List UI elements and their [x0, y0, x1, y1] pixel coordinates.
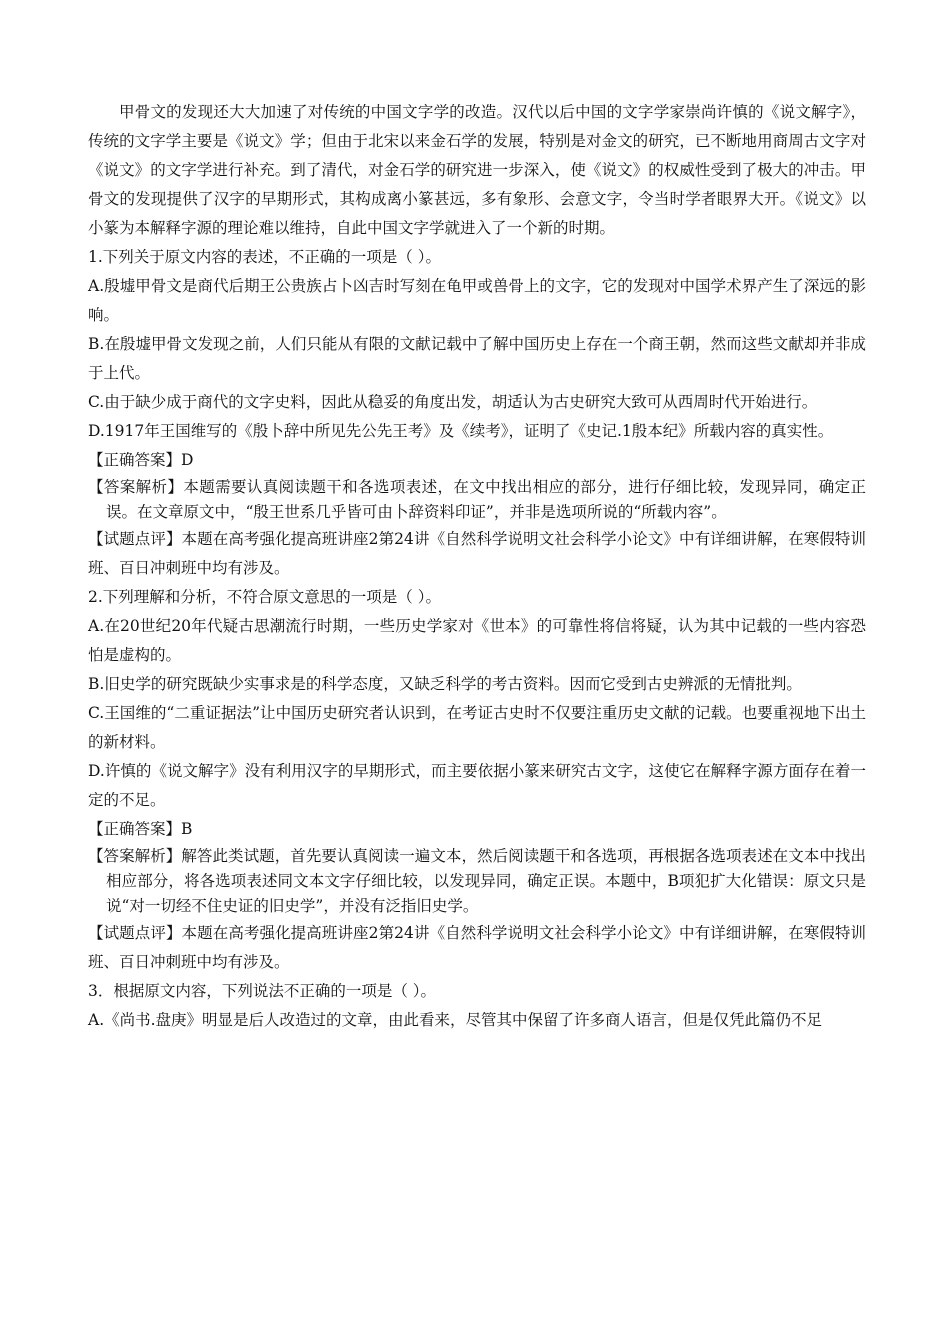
q2-option-a: A.在20世纪20年代疑古思潮流行时期，一些历史学家对《世本》的可靠性将信将疑，认为其中记载的一些内容恐怕是虚构的。	[88, 617, 866, 664]
answer-value: B	[181, 820, 193, 838]
q1-option-a: A.殷墟甲骨文是商代后期王公贵族占卜凶吉时写刻在龟甲或兽骨上的文字，它的发现对中国学术界产生了深远的影响。	[88, 277, 866, 324]
analysis-text: 本题需要认真阅读题干和各选项表述，在文中找出相应的部分，进行仔细比较，发现异同，确定正误。在文章原文中，“殷王世系几乎皆可由卜辞资料印证”，并非是选项所说的“所载内容”。	[106, 478, 866, 521]
q1-option-c: C.由于缺少成于商代的文字史料，因此从稳妥的角度出发，胡适认为古史研究大致可从西周时代开始进行。	[88, 393, 818, 411]
answer-label: 【正确答案】	[88, 451, 182, 469]
comment-text: 本题在高考强化提高班讲座2第24讲《自然科学说明文社会科学小论文》中有详细讲解，在寒假特训班、百日冲刺班中均有涉及。	[88, 530, 866, 577]
q3-question: 3．根据原文内容，下列说法不正确的一项是（ ）。	[88, 982, 437, 1000]
q3-option-a: A.《尚书.盘庚》明显是后人改造过的文章，由此看来，尽管其中保留了许多商人语言，但是仅凭此篇仍不足	[88, 1011, 823, 1029]
document-page	[88, 98, 866, 1035]
q2-answer	[88, 815, 866, 844]
q1-comment	[88, 525, 866, 583]
answer-label: 【正确答案】	[88, 820, 182, 838]
analysis-label: 【答案解析】	[88, 478, 184, 496]
analysis-text: 解答此类试题，首先要认真阅读一遍文本，然后阅读题干和各选项，再根据各选项表述在文本中找出相应部分，将各选项表述同文本文字仔细比较，以发现异同，确定正误。本题中，B项犯扩大化错误：原文只是说“对一切经不住史证的旧史学”，并没有泛指旧史学。	[106, 847, 866, 915]
q1-analysis	[88, 475, 866, 525]
analysis-label: 【答案解析】	[88, 847, 182, 865]
comment-text: 本题在高考强化提高班讲座2第24讲《自然科学说明文社会科学小论文》中有详细讲解，在寒假特训班、百日冲刺班中均有涉及。	[88, 924, 866, 971]
q2-option-c: C.王国维的“二重证据法”让中国历史研究者认识到，在考证古史时不仅要注重历史文献的记载。也要重视地下出土的新材料。	[88, 704, 866, 751]
answer-value: D	[181, 451, 194, 469]
q1-option-d: D.1917年王国维写的《殷卜辞中所见先公先王考》及《续考》，证明了《史记.1殷本纪》所载内容的真实性。	[88, 422, 834, 440]
q2-analysis	[88, 844, 866, 919]
intro-paragraph: 甲骨文的发现还大大加速了对传统的中国文字学的改造。汉代以后中国的文字学家崇尚许慎的《说文解字》，传统的文字学主要是《说文》学；但由于北宋以来金石学的发展，特别是对金文的研究，已不断地用商周古文字对《说文》的文字学进行补充。到了清代，对金石学的研究进一步深入，使《说文》的权威性受到了极大的冲击。甲骨文的发现提供了汉字的早期形式，其构成离小篆甚远，多有象形、会意文字，令当时学者眼界大开。《说文》以小篆为本解释字源的理论难以维持，自此中国文字学就进入了一个新的时期。	[88, 103, 866, 237]
q2-comment	[88, 919, 866, 977]
q1-option-b: B.在殷墟甲骨文发现之前，人们只能从有限的文献记载中了解中国历史上存在一个商王朝，然而这些文献却并非成于上代。	[88, 335, 866, 382]
q1-answer	[88, 446, 866, 475]
q1-question: 1.下列关于原文内容的表述，不正确的一项是（ ）。	[88, 248, 441, 266]
comment-label: 【试题点评】	[88, 530, 182, 548]
q2-option-b: B.旧史学的研究既缺少实事求是的科学态度，又缺乏科学的考古资料。因而它受到古史辨派的无情批判。	[88, 675, 802, 693]
q2-option-d: D.许慎的《说文解字》没有利用汉字的早期形式，而主要依据小篆来研究古文字，这使它在解释字源方面存在着一定的不足。	[88, 762, 866, 809]
comment-label: 【试题点评】	[88, 924, 182, 942]
q2-question: 2.下列理解和分析，不符合原文意思的一项是（ ）。	[88, 588, 441, 606]
